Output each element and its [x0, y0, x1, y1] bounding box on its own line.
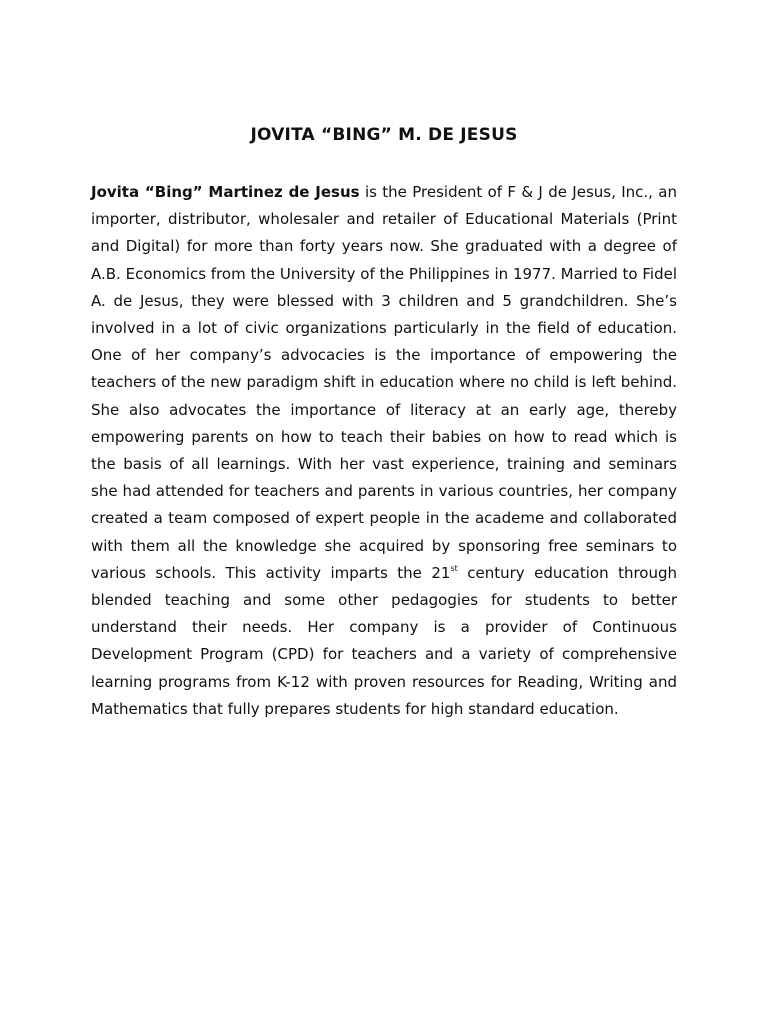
biography-text-part2: century education through blended teaching and some other pedagogies for students to better understand their needs. Her company is a provider of Continuous Development Program (CPD) for teachers and a variety of comprehensive learning programs from K-12 with proven resources for Reading, Writing and Mathematics that fully prepares students for high standard education. — [91, 563, 678, 718]
biography-lead-name: Jovita “Bing” Martinez de Jesus — [91, 183, 360, 201]
biography-text-part1: is the President of F & J de Jesus, Inc., an importer, distributor, wholesaler and retailer of Educational Materials (Print and Digital) for more than forty years now. She graduated with a degree of A.B. Economics from the University of the Philippines in 1977. Married to Fidel A. de Jesus, they were blessed with 3 children and 5 grandchildren. She’s involved in a lot of civic organizations particularly in the field of education. One of her company’s advocacies is the importance of empowering the teachers of the new paradigm shift in education where no child is left behind. She also advocates the importance of literacy at an early age, thereby empowering parents on how to teach their babies on how to read which is the basis of all learnings. With her vast experience, training and seminars she had attended for teachers and parents in various countries, her company created a team composed of expert people in the academe and collaborated with them all the knowledge she acquired by sponsoring free seminars to various schools. This activity imparts the 21 — [91, 183, 677, 582]
biography-paragraph — [91, 179, 677, 723]
document-title: JOVITA “BING” M. DE JESUS — [250, 125, 518, 145]
ordinal-superscript: st — [450, 563, 458, 573]
